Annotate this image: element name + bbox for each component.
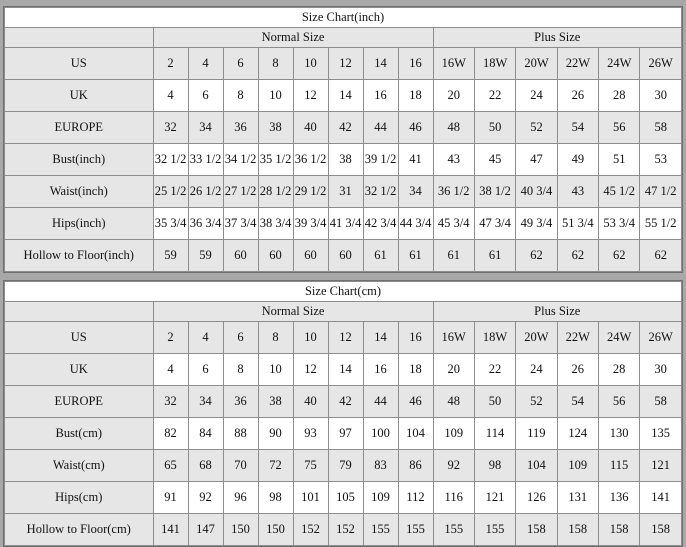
cell: 158 [516,514,557,546]
cell: 32 [153,112,188,144]
table-row [5,482,682,514]
cell: 22 [474,80,515,112]
cell: 14 [328,80,363,112]
cell: 14 [363,322,398,354]
chart-title: Size Chart(inch) [5,8,682,28]
cell: 47 3/4 [474,208,515,240]
cell: 158 [640,514,682,546]
cell: 28 [599,80,640,112]
cell: 97 [328,418,363,450]
cell: 12 [328,48,363,80]
cell: 65 [153,450,188,482]
cell: 58 [640,112,682,144]
cell: 109 [557,450,598,482]
cell: 6 [188,80,223,112]
cell: 20 [433,354,474,386]
cell: 82 [153,418,188,450]
row-label-bust: Bust(inch) [5,144,154,176]
cell: 36 1/2 [433,176,474,208]
cell: 10 [293,48,328,80]
cell: 27 1/2 [223,176,258,208]
cell: 98 [474,450,515,482]
cell: 104 [398,418,433,450]
cell: 44 [363,112,398,144]
cell: 40 [293,386,328,418]
cell: 49 3/4 [516,208,557,240]
cell: 40 3/4 [516,176,557,208]
cell: 60 [258,240,293,272]
cell: 52 [516,112,557,144]
cell: 90 [258,418,293,450]
cell: 96 [223,482,258,514]
group-header-plus: Plus Size [433,302,681,322]
cell: 62 [557,240,598,272]
size-chart-cm-table [4,281,682,546]
cell: 124 [557,418,598,450]
cell: 22W [557,48,598,80]
cell: 109 [433,418,474,450]
cell: 58 [640,386,682,418]
cell: 150 [258,514,293,546]
cell: 26 [557,354,598,386]
chart-title: Size Chart(cm) [5,282,682,302]
table-row [5,48,682,80]
cell: 8 [223,354,258,386]
group-header-row [5,302,682,322]
cell: 114 [474,418,515,450]
cell: 61 [474,240,515,272]
cell: 2 [153,322,188,354]
cell: 59 [188,240,223,272]
cell: 83 [363,450,398,482]
cell: 53 3/4 [599,208,640,240]
table-row [5,450,682,482]
cell: 36 [223,112,258,144]
row-label-europe: EUROPE [5,386,154,418]
group-header-row [5,28,682,48]
cell: 86 [398,450,433,482]
cell: 14 [363,48,398,80]
cell: 24W [599,48,640,80]
cell: 12 [328,322,363,354]
table-row [5,240,682,272]
size-chart-inch-table [4,7,682,272]
cell: 54 [557,386,598,418]
cell: 42 [328,386,363,418]
cell: 32 [153,386,188,418]
cell: 46 [398,112,433,144]
cell: 8 [258,322,293,354]
cell: 141 [153,514,188,546]
row-label-hips: Hips(inch) [5,208,154,240]
row-label-waist: Waist(cm) [5,450,154,482]
cell: 2 [153,48,188,80]
cell: 44 3/4 [398,208,433,240]
cell: 30 [640,354,682,386]
cell: 26W [640,48,682,80]
cell: 92 [433,450,474,482]
row-label-uk: UK [5,354,154,386]
cell: 16 [398,322,433,354]
cell: 136 [598,482,639,514]
cell: 24 [516,80,557,112]
cell: 130 [598,418,639,450]
cell: 20W [516,48,557,80]
cell: 45 3/4 [433,208,474,240]
row-label-uk: UK [5,80,154,112]
cell: 18W [474,322,515,354]
cell: 29 1/2 [293,176,328,208]
cell: 35 1/2 [258,144,293,176]
cell: 36 1/2 [293,144,328,176]
cell: 158 [557,514,598,546]
size-chart-cm [3,280,683,547]
cell: 22W [557,322,598,354]
cell: 4 [188,322,223,354]
cell: 126 [516,482,557,514]
cell: 18W [474,48,515,80]
group-header-plus: Plus Size [433,28,681,48]
cell: 18 [398,354,433,386]
cell: 10 [293,322,328,354]
cell: 61 [363,240,398,272]
cell: 51 [599,144,640,176]
cell: 59 [153,240,188,272]
chart-title-row [5,8,682,28]
cell: 12 [293,80,328,112]
group-header-normal: Normal Size [153,302,433,322]
cell: 33 1/2 [188,144,223,176]
cell: 79 [328,450,363,482]
cell: 35 3/4 [153,208,188,240]
row-label-hollow-to-floor: Hollow to Floor(cm) [5,514,154,546]
cell: 104 [516,450,557,482]
table-row [5,386,682,418]
cell: 62 [516,240,557,272]
cell: 38 [328,144,363,176]
corner-cell [5,302,154,322]
cell: 92 [188,482,223,514]
cell: 16 [363,354,398,386]
size-chart-inch [3,6,683,273]
row-label-waist: Waist(inch) [5,176,154,208]
cell: 75 [293,450,328,482]
cell: 61 [398,240,433,272]
cell: 26 1/2 [188,176,223,208]
cell: 32 1/2 [153,144,188,176]
cell: 25 1/2 [153,176,188,208]
table-row [5,418,682,450]
cell: 93 [293,418,328,450]
cell: 47 1/2 [640,176,682,208]
cell: 22 [474,354,515,386]
cell: 36 [223,386,258,418]
table-row [5,80,682,112]
cell: 155 [474,514,515,546]
cell: 47 [516,144,557,176]
cell: 119 [516,418,557,450]
row-label-bust: Bust(cm) [5,418,154,450]
cell: 100 [363,418,398,450]
chart-title-row [5,282,682,302]
cell: 28 [598,354,639,386]
cell: 43 [433,144,474,176]
row-label-europe: EUROPE [5,112,154,144]
cell: 44 [363,386,398,418]
cell: 10 [258,354,293,386]
cell: 72 [258,450,293,482]
cell: 24 [516,354,557,386]
cell: 121 [640,450,682,482]
cell: 56 [599,112,640,144]
cell: 16W [433,48,474,80]
cell: 121 [474,482,515,514]
cell: 28 1/2 [258,176,293,208]
cell: 6 [223,322,258,354]
cell: 52 [516,386,557,418]
cell: 39 1/2 [363,144,398,176]
cell: 98 [258,482,293,514]
cell: 32 1/2 [363,176,398,208]
cell: 131 [557,482,598,514]
cell: 115 [598,450,639,482]
row-label-hips: Hips(cm) [5,482,154,514]
cell: 116 [433,482,474,514]
cell: 46 [398,386,433,418]
cell: 38 [258,112,293,144]
cell: 135 [640,418,682,450]
cell: 20 [433,80,474,112]
cell: 88 [223,418,258,450]
cell: 150 [223,514,258,546]
cell: 50 [474,112,515,144]
cell: 38 3/4 [258,208,293,240]
cell: 155 [433,514,474,546]
cell: 147 [188,514,223,546]
cell: 61 [433,240,474,272]
table-row [5,208,682,240]
cell: 152 [328,514,363,546]
cell: 60 [293,240,328,272]
cell: 51 3/4 [557,208,598,240]
cell: 38 1/2 [474,176,515,208]
table-row [5,112,682,144]
cell: 152 [293,514,328,546]
cell: 36 3/4 [188,208,223,240]
cell: 14 [328,354,363,386]
cell: 8 [223,80,258,112]
cell: 16 [398,48,433,80]
table-row [5,176,682,208]
cell: 101 [293,482,328,514]
cell: 60 [328,240,363,272]
cell: 45 [474,144,515,176]
cell: 24W [598,322,639,354]
cell: 55 1/2 [640,208,682,240]
cell: 34 [398,176,433,208]
cell: 60 [223,240,258,272]
cell: 16 [363,80,398,112]
cell: 42 [328,112,363,144]
cell: 41 3/4 [328,208,363,240]
cell: 49 [557,144,598,176]
cell: 38 [258,386,293,418]
row-label-us: US [5,48,154,80]
cell: 109 [363,482,398,514]
cell: 40 [293,112,328,144]
cell: 54 [557,112,598,144]
cell: 8 [258,48,293,80]
cell: 56 [598,386,639,418]
cell: 6 [223,48,258,80]
cell: 12 [293,354,328,386]
cell: 10 [258,80,293,112]
cell: 68 [188,450,223,482]
corner-cell [5,28,154,48]
cell: 26W [640,322,682,354]
cell: 62 [640,240,682,272]
cell: 4 [153,354,188,386]
cell: 37 3/4 [223,208,258,240]
cell: 6 [188,354,223,386]
cell: 34 [188,386,223,418]
cell: 91 [153,482,188,514]
row-label-us: US [5,322,154,354]
row-label-hollow-to-floor: Hollow to Floor(inch) [5,240,154,272]
cell: 48 [433,112,474,144]
group-header-normal: Normal Size [153,28,433,48]
cell: 155 [363,514,398,546]
cell: 141 [640,482,682,514]
cell: 16W [433,322,474,354]
cell: 26 [557,80,598,112]
cell: 158 [598,514,639,546]
cell: 42 3/4 [363,208,398,240]
cell: 48 [433,386,474,418]
cell: 4 [188,48,223,80]
cell: 30 [640,80,682,112]
cell: 112 [398,482,433,514]
cell: 53 [640,144,682,176]
cell: 31 [328,176,363,208]
cell: 105 [328,482,363,514]
cell: 34 [188,112,223,144]
cell: 43 [557,176,598,208]
table-row [5,144,682,176]
cell: 155 [398,514,433,546]
cell: 20W [516,322,557,354]
cell: 4 [153,80,188,112]
cell: 45 1/2 [599,176,640,208]
cell: 62 [599,240,640,272]
cell: 50 [474,386,515,418]
cell: 34 1/2 [223,144,258,176]
cell: 84 [188,418,223,450]
cell: 39 3/4 [293,208,328,240]
cell: 70 [223,450,258,482]
table-row [5,322,682,354]
cell: 41 [398,144,433,176]
table-row [5,354,682,386]
cell: 18 [398,80,433,112]
